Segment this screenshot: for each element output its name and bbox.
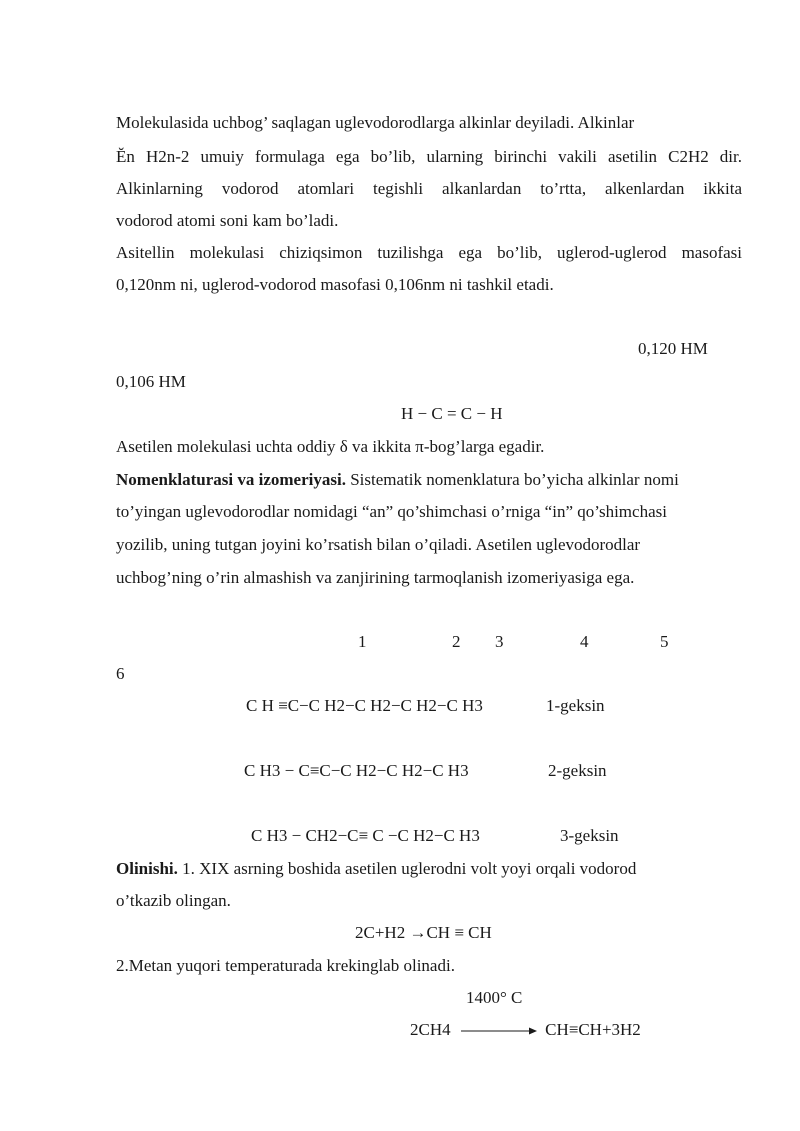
- nomenclature-heading: Nomenklaturasi va izomeriyasi.: [116, 470, 346, 489]
- nomenclature-text: Sistematik nomenklatura bo’yicha alkinlar nomi: [345, 470, 679, 489]
- isomer-name: 1-geksin: [546, 696, 605, 715]
- bonds-sentence: Asetilen molekulasi uchta oddiy δ va ikkita π-bog’larga egadir.: [116, 437, 545, 456]
- acetylene-formula: H − C = C − H: [401, 404, 503, 423]
- isomer-formula: C H ≡C−C H2−C H2−C H2−C H3: [246, 696, 483, 715]
- text-line: vodorod atomi soni kam bo’ladi.: [116, 211, 339, 230]
- reactant: 2CH4: [410, 1020, 451, 1039]
- isomer-formula: C H3 − C≡C−C H2−C H2−C H3: [244, 761, 469, 780]
- text-line: Molekulasida uchbog’ saqlagan uglevodorodlarga alkinlar deyiladi. Alkinlar: [116, 113, 635, 132]
- reaction-equation: [410, 1019, 641, 1041]
- cc-distance-label: 0,120 HM: [638, 339, 708, 358]
- text-line: o’tkazib olingan.: [116, 891, 231, 910]
- text-line: 0,120nm ni, uglerod-vodorod masofasi 0,106nm ni tashkil etadi.: [116, 275, 554, 294]
- text-line: uchbog’ning o’rin almashish va zanjirining tarmoqlanish izomeriyasiga ega.: [116, 568, 635, 587]
- carbon-number: 4: [580, 632, 589, 651]
- isomer-name: 3-geksin: [560, 826, 619, 845]
- carbon-number: 2: [452, 632, 461, 651]
- text-line: Alkinlarning vodorod atomlari tegishli alkanlardan to’rtta, alkenlardan ikkita: [116, 179, 742, 198]
- text-line: 2.Metan yuqori temperaturada krekinglab olinadi.: [116, 956, 455, 975]
- reaction-equation: 2C+H2 →CH ≡ CH: [355, 923, 492, 942]
- ch-distance-label: 0,106 HM: [116, 372, 186, 391]
- carbon-number: 1: [358, 632, 367, 651]
- text-line: Ĕn H2n-2 umuiy formulaga ega bo’lib, ularning birinchi vakili asetilin C2H2 dir.: [116, 147, 742, 166]
- text-line: [116, 858, 636, 880]
- olinishi-heading: Olinishi.: [116, 859, 178, 878]
- carbon-number: 6: [116, 664, 125, 683]
- text-line: [116, 469, 679, 491]
- carbon-number: 5: [660, 632, 669, 651]
- text-line: Asitellin molekulasi chiziqsimon tuzilishga ega bo’lib, uglerod-uglerod masofasi: [116, 243, 742, 262]
- carbon-number: 3: [495, 632, 504, 651]
- olinishi-text: 1. XIX asrning boshida asetilen uglerodni volt yoyi orqali vodorod: [177, 859, 637, 878]
- reaction-condition: 1400° C: [466, 988, 523, 1007]
- reaction-arrow-icon: [459, 1026, 537, 1036]
- isomer-formula: C H3 − CH2−C≡ C −C H2−C H3: [251, 826, 480, 845]
- text-line: to’yingan uglevodorodlar nomidagi “an” qo’shimchasi o’rniga “in” qo’shimchasi: [116, 502, 667, 521]
- text-line: yozilib, uning tutgan joyini ko’rsatish bilan o’qiladi. Asetilen uglevodorodlar: [116, 535, 641, 554]
- product: CH≡CH+3H2: [545, 1020, 641, 1039]
- isomer-name: 2-geksin: [548, 761, 607, 780]
